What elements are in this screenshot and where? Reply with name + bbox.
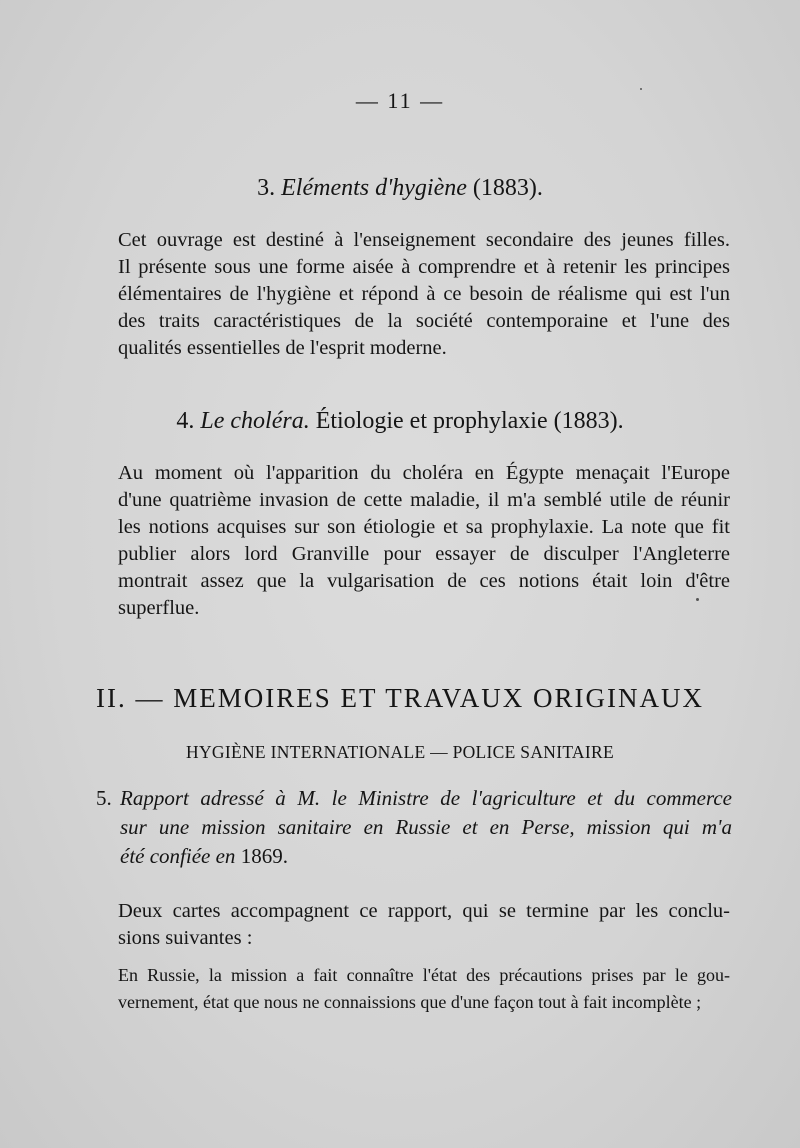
paragraph-line: publier alors lord Granville pour essayer de disculper l'Angleterre — [118, 543, 730, 565]
section-3-number: 3. — [257, 175, 276, 201]
item-5-number: 5. — [96, 786, 112, 810]
paragraph-line: montrait assez que la vulgarisation de ces notions était loin d'être — [118, 570, 730, 592]
ink-speck — [696, 598, 699, 601]
section-4-title: Le choléra. — [200, 408, 310, 434]
paragraph-line: Au moment où l'apparition du choléra en Égypte menaçait l'Europe — [118, 462, 730, 484]
paragraph-line: élémentaires de l'hygiène et répond à ce besoin de réalisme qui est l'un — [118, 283, 730, 305]
paragraph-line: d'une quatrième invasion de cette maladie, il m'a semblé utile de réunir — [118, 489, 730, 511]
item-5-last-text: été confiée en — [120, 844, 236, 868]
ink-speck — [640, 88, 642, 90]
section-5-paragraph — [118, 898, 730, 952]
section-3-year: (1883). — [472, 175, 543, 201]
major-heading: II. — MEMOIRES ET TRAVAUX ORIGINAUX — [95, 683, 705, 713]
item-5-line: Rapport adressé à M. le Ministre de l'agriculture et du commerce — [120, 786, 732, 810]
item-5-title — [120, 784, 732, 871]
section-4-number: 4. — [176, 408, 195, 434]
paragraph-line: sions suivantes : — [118, 927, 253, 949]
section-4-paragraph — [118, 460, 730, 622]
paragraph-line: Cet ouvrage est destiné à l'enseignement secondaire des jeunes filles. — [118, 229, 730, 251]
paragraph-line: Il présente sous une forme aisée à comprendre et à retenir les principes — [118, 256, 730, 278]
paragraph-line: Deux cartes accompagnent ce rapport, qui se termine par les conclu- — [118, 900, 730, 922]
section-3-title: Eléments d'hygiène — [281, 175, 467, 201]
item-5 — [96, 784, 732, 871]
section-4-subtitle: Étiologie et prophylaxie (1883). — [315, 408, 624, 434]
paragraph-line: qualités essentielles de l'esprit moderne. — [118, 337, 447, 359]
quote-line: vernement, état que nous ne connaissions que d'une façon tout à fait incomplète ; — [118, 992, 702, 1012]
section-3-paragraph — [118, 227, 730, 362]
item-5-year: 1869. — [240, 844, 288, 868]
section-4-heading — [0, 408, 800, 435]
paragraph-line: des traits caractéristiques de la société contemporaine et l'une des — [118, 310, 730, 332]
page-number: — 11 — — [355, 88, 445, 113]
quote-line: En Russie, la mission a fait connaître l'état des précautions prises par le gou- — [118, 965, 730, 985]
paragraph-line: les notions acquises sur son étiologie et sa prophylaxie. La note que fit — [118, 516, 730, 538]
section-3-heading — [0, 175, 800, 202]
sub-heading: HYGIÈNE INTERNATIONALE — POLICE SANITAIRE — [186, 742, 614, 762]
quoted-conclusion — [118, 962, 730, 1016]
item-5-last-line — [120, 842, 732, 871]
paragraph-line: superflue. — [118, 597, 200, 619]
item-5-line: sur une mission sanitaire en Russie et en Perse, mission qui m'a — [120, 815, 732, 839]
